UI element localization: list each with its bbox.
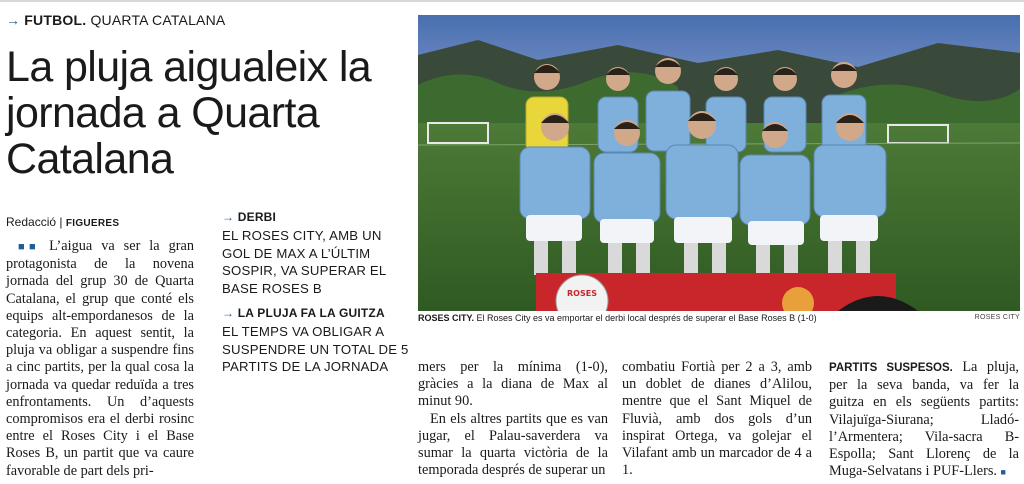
body-col3-para2: En els altres partits que es van jugar, el Palau-saverdera va sumar la quarta victòria de la temporada després de superar un (418, 410, 608, 479)
team-photo-illustration (418, 15, 1020, 311)
body-col1-text: L’aigua va ser la gran protagonista de la novena jornada del grup 30 de Quarta Catalana, el grup que conté els equips alt-empordanesos de la categoria. En aquest sentit, la pluja va obligar a suspendre fins a cinc partits, per la qual cosa la jornada va quedar reduïda a tres enfrontaments. Un d’aquests compromisos era el derbi rosinc entre el Roses City i el Base Roses B, un partit que va caure favorable de part dels pri- (6, 238, 195, 479)
subhead-partits-suspesos: PARTITS SUSPESOS. (829, 362, 953, 374)
box-arrow-icon: → (222, 306, 235, 320)
top-rule (0, 0, 1024, 2)
box-text: EL TEMPS VA OBLIGAR A SUSPENDRE UN TOTAL DE 5 PARTITS DE LA JORNADA (222, 324, 409, 374)
body-col3-para1: mers per la mínima (1-0), gràcies a la diana de Max al minut 90. (418, 359, 608, 410)
photo-caption (418, 313, 1020, 327)
box-title: LA PLUJA FA LA GUITZA (237, 306, 385, 320)
box-title: DERBI (237, 210, 277, 224)
box-arrow-icon: → (222, 210, 235, 224)
section-name: FUTBOL. (24, 12, 87, 28)
caption-name: ROSES CITY. (418, 313, 475, 323)
body-col5-text: La pluja, per la seva banda, va fer la guitza en els següents partits: Vilajuïga-Siurana; Lladó-l’Armentera; Vila-sacra B-Espolla; Sant Llorenç de la Muga-Selvatans i PUF-Llers. (829, 359, 1019, 480)
byline (6, 215, 119, 229)
body-column-4 (622, 359, 812, 479)
byline-place: FIGUERES (65, 218, 120, 229)
summary-box-derbi (222, 210, 410, 297)
photo-credit: ROSES CITY (974, 314, 1020, 321)
body-col4-text: combatiu Fortià per 2 a 3, amb un doblet de dianes d’Alilou, mentre que el Sant Miquel de Fluvià, amb dos gols d’un inspirat Ortega, va golejar el Vilafant amb un marcador de 4 a 1. (622, 359, 812, 479)
body-column-1 (6, 238, 194, 480)
byline-author: Redacció (6, 215, 57, 229)
headline: La pluja aigualeix la jornada a Quarta Catalana (6, 43, 372, 183)
body-column-3 (418, 359, 608, 479)
subsection-name: QUARTA CATALANA (90, 12, 226, 28)
caption-text: El Roses City es va emportar el derbi local després de superar el Base Roses B (1-0) (476, 313, 817, 323)
section-arrow-icon: → (6, 12, 21, 28)
summary-box-pluja (222, 306, 410, 376)
team-photo (418, 15, 1020, 311)
box-text: EL ROSES CITY, AMB UN GOL DE MAX A L’ÚLTIM SOSPIR, VA SUPERAR EL BASE ROSES B (222, 228, 386, 296)
photo-banner-text: ROSES (567, 289, 597, 298)
byline-separator: | (59, 215, 63, 229)
lead-mark-icon: ■■ (18, 241, 41, 253)
section-tag (6, 12, 225, 28)
body-column-5 (829, 359, 1019, 481)
end-mark-icon: ■ (1000, 467, 1006, 478)
